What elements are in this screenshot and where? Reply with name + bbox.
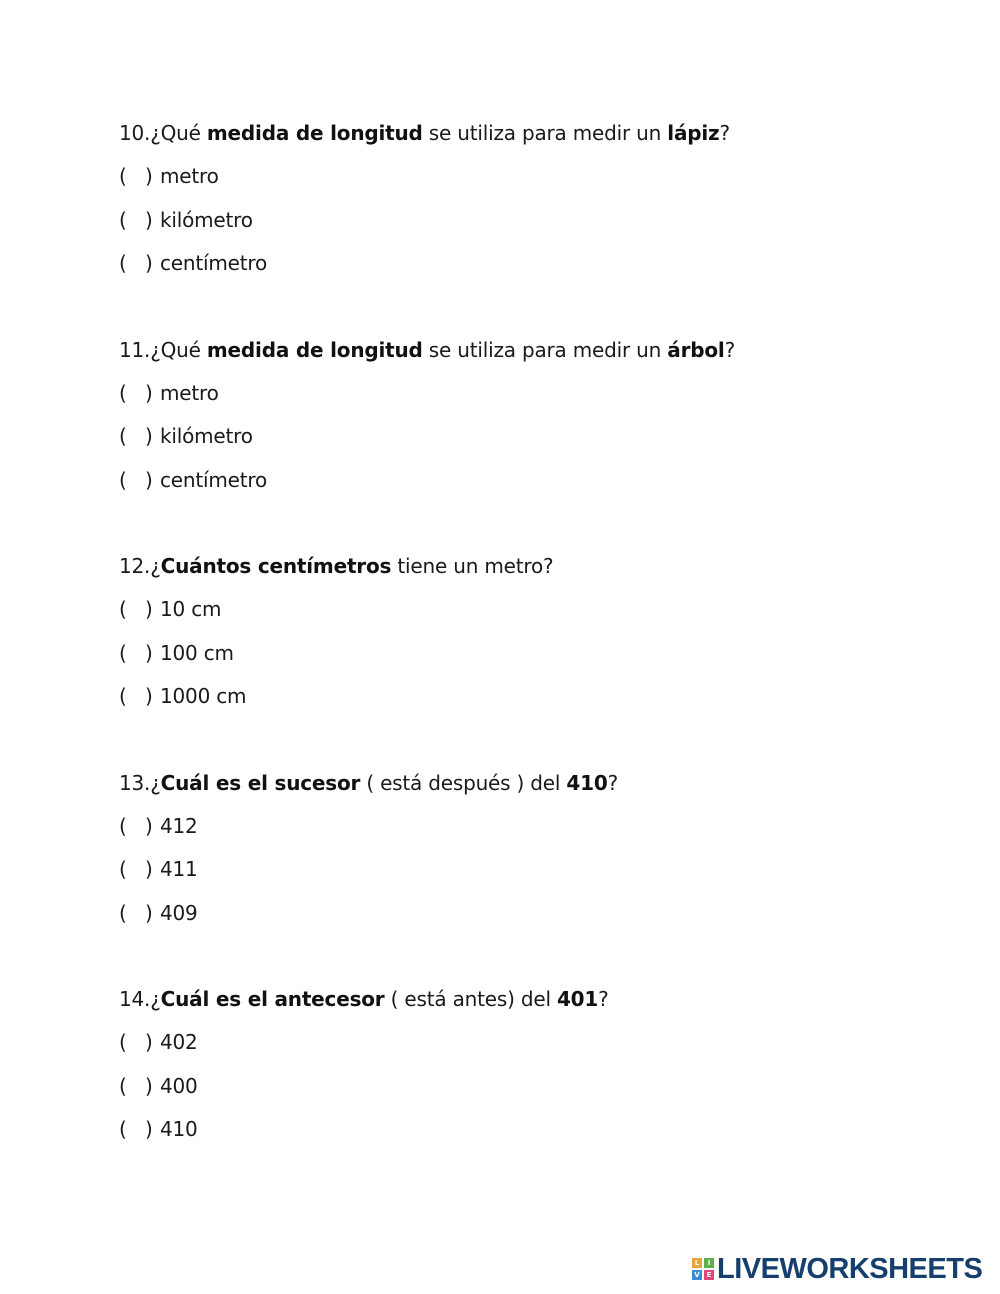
answer-option[interactable]	[119, 675, 939, 719]
answer-option-label: metro	[160, 164, 219, 188]
answer-option-label: 412	[160, 813, 198, 838]
question-number: 13.	[119, 770, 151, 795]
answer-checkbox[interactable]	[119, 155, 160, 199]
question-fragment: se utiliza para medir un	[422, 121, 668, 145]
answer-checkbox[interactable]	[119, 848, 160, 892]
question-keyword: Cuál es el sucesor	[160, 770, 361, 795]
question-fragment: ¿Qué	[150, 337, 207, 362]
answer-option[interactable]	[119, 242, 939, 286]
answer-option-label: 100 cm	[160, 640, 234, 665]
open-paren: (	[119, 467, 127, 492]
close-paren: )	[145, 597, 153, 621]
question-14	[119, 978, 939, 1152]
answer-option-label: centímetro	[160, 467, 268, 492]
answer-option[interactable]	[119, 805, 939, 849]
answer-checkbox[interactable]	[119, 242, 160, 286]
answer-checkbox[interactable]	[119, 805, 160, 849]
answer-option-label: 1000 cm	[160, 684, 247, 708]
answer-option-label: kilómetro	[160, 207, 253, 232]
close-paren: )	[145, 900, 153, 925]
answer-option-label: 411	[160, 857, 198, 881]
question-list	[119, 112, 939, 1152]
question-fragment: ¿Qué	[150, 121, 207, 145]
question-12	[119, 545, 939, 719]
question-13	[119, 762, 939, 936]
question-text	[119, 112, 939, 155]
close-paren: )	[145, 251, 153, 275]
answer-option[interactable]	[119, 1108, 939, 1152]
close-paren: )	[145, 684, 153, 708]
open-paren: (	[119, 597, 127, 621]
close-paren: )	[145, 1030, 153, 1054]
question-keyword: árbol	[667, 337, 725, 362]
close-paren: )	[145, 467, 153, 492]
question-fragment: ¿	[150, 987, 161, 1011]
open-paren: (	[119, 640, 127, 665]
question-fragment: ?	[724, 337, 735, 362]
question-keyword: 401	[556, 987, 599, 1011]
logo-mark-tile: I	[704, 1258, 714, 1268]
question-11	[119, 329, 939, 503]
question-number: 12.	[119, 554, 151, 578]
question-text	[119, 978, 939, 1021]
answer-option[interactable]	[119, 459, 939, 503]
answer-option-label: metro	[160, 380, 219, 405]
answer-checkbox[interactable]	[119, 588, 160, 632]
logo-mark-tile: E	[704, 1270, 714, 1280]
question-fragment: ( está después ) del	[360, 770, 567, 795]
open-paren: (	[119, 857, 127, 881]
answer-option-label: 400	[160, 1073, 198, 1098]
close-paren: )	[145, 857, 153, 881]
question-fragment: ¿	[150, 554, 161, 578]
logo-mark-tile: L	[692, 1258, 702, 1268]
question-number: 10.	[119, 121, 151, 145]
question-text	[119, 545, 939, 588]
open-paren: (	[119, 900, 127, 925]
answer-option[interactable]	[119, 848, 939, 892]
open-paren: (	[119, 1030, 127, 1054]
open-paren: (	[119, 380, 127, 405]
logo-text: LIVEWORKSHEETS	[717, 1253, 983, 1285]
answer-option-label: centímetro	[160, 251, 268, 275]
close-paren: )	[145, 640, 153, 665]
answer-checkbox[interactable]	[119, 372, 160, 416]
question-fragment: ¿	[150, 770, 161, 795]
close-paren: )	[145, 164, 153, 188]
liveworksheets-logo-icon	[692, 1258, 714, 1280]
close-paren: )	[145, 380, 153, 405]
question-10	[119, 112, 939, 286]
open-paren: (	[119, 251, 127, 275]
logo-mark-tile: V	[692, 1270, 702, 1280]
answer-checkbox[interactable]	[119, 1108, 160, 1152]
question-fragment: ?	[598, 987, 609, 1011]
answer-option-label: 402	[160, 1030, 198, 1054]
answer-option[interactable]	[119, 199, 939, 243]
answer-checkbox[interactable]	[119, 199, 160, 243]
open-paren: (	[119, 424, 127, 448]
answer-option-label: kilómetro	[160, 424, 253, 448]
question-text	[119, 762, 939, 805]
question-keyword: 410	[566, 770, 608, 795]
open-paren: (	[119, 207, 127, 232]
open-paren: (	[119, 1073, 127, 1098]
worksheet	[119, 112, 939, 1195]
answer-checkbox[interactable]	[119, 459, 160, 503]
answer-option[interactable]	[119, 588, 939, 632]
answer-option[interactable]	[119, 1065, 939, 1109]
answer-checkbox[interactable]	[119, 632, 160, 676]
open-paren: (	[119, 813, 127, 838]
question-keyword: medida de longitud	[206, 121, 423, 145]
close-paren: )	[145, 1117, 153, 1141]
question-number: 11.	[119, 337, 151, 362]
answer-option-label: 10 cm	[160, 597, 222, 621]
question-keyword: lápiz	[667, 121, 720, 145]
close-paren: )	[145, 207, 153, 232]
open-paren: (	[119, 1117, 127, 1141]
answer-option[interactable]	[119, 415, 939, 459]
answer-checkbox[interactable]	[119, 1021, 160, 1065]
answer-checkbox[interactable]	[119, 415, 160, 459]
question-text	[119, 329, 939, 372]
answer-option-label: 410	[160, 1117, 198, 1141]
answer-checkbox[interactable]	[119, 892, 160, 936]
answer-checkbox[interactable]	[119, 1065, 160, 1109]
question-keyword: medida de longitud	[206, 337, 423, 362]
answer-option[interactable]	[119, 372, 939, 416]
open-paren: (	[119, 684, 127, 708]
answer-option[interactable]	[119, 1021, 939, 1065]
answer-option-label: 409	[160, 900, 198, 925]
answer-option[interactable]	[119, 155, 939, 199]
question-fragment: ?	[719, 121, 730, 145]
question-fragment: ?	[607, 770, 618, 795]
open-paren: (	[119, 164, 127, 188]
close-paren: )	[145, 1073, 153, 1098]
question-keyword: Cuántos centímetros	[160, 554, 392, 578]
question-keyword: Cuál es el antecesor	[160, 987, 385, 1011]
question-fragment: ( está antes) del	[384, 987, 557, 1011]
close-paren: )	[145, 813, 153, 838]
question-fragment: tiene un metro?	[391, 554, 554, 578]
close-paren: )	[145, 424, 153, 448]
answer-option[interactable]	[119, 892, 939, 936]
question-fragment: se utiliza para medir un	[422, 337, 668, 362]
question-number: 14.	[119, 987, 151, 1011]
answer-checkbox[interactable]	[119, 675, 160, 719]
answer-option[interactable]	[119, 632, 939, 676]
liveworksheets-logo	[692, 1254, 982, 1284]
